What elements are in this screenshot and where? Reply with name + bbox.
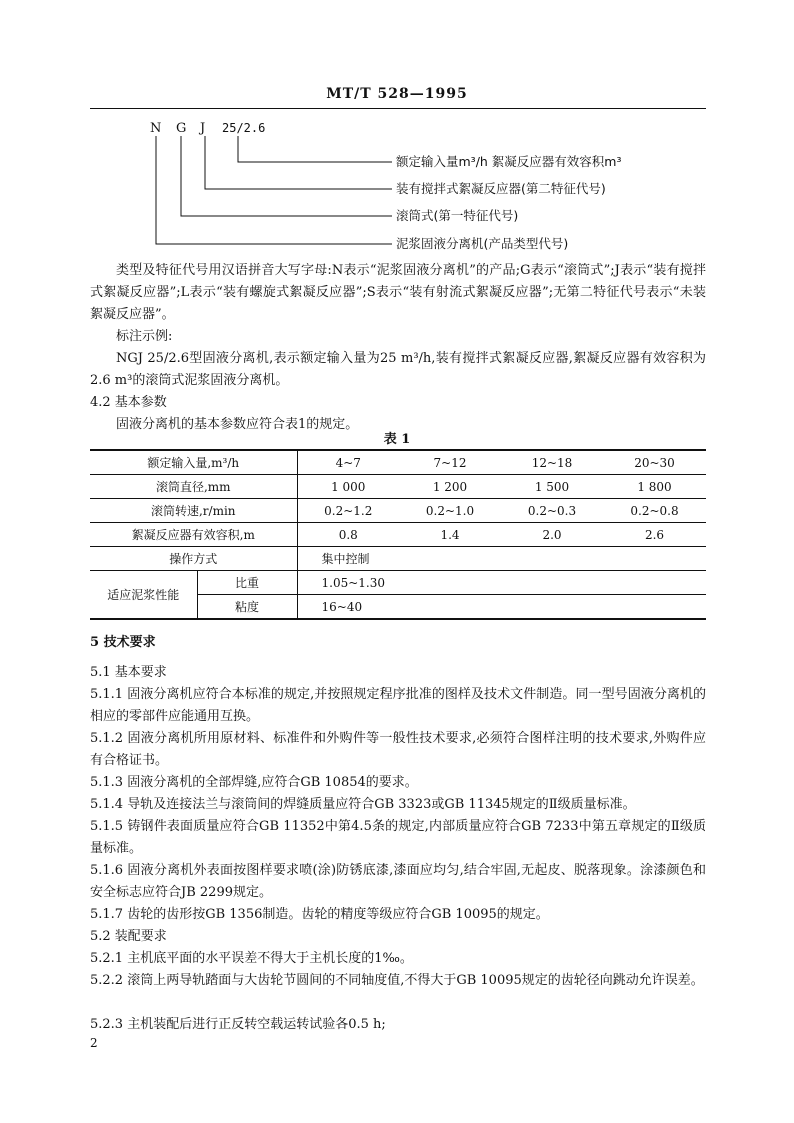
section-5-title: 5 技术要求: [90, 635, 156, 650]
diagram-label-capacity: 额定输入量m³/h 絮凝反应器有效容积m³: [396, 154, 622, 169]
table-cell: 集中控制: [297, 547, 706, 571]
leader-line-n: [156, 136, 392, 244]
table-cell: 1 800: [603, 475, 706, 499]
row-label: 操作方式: [90, 547, 297, 571]
table-cell: 0.2~1.2: [297, 499, 399, 523]
code-letter-n: N: [150, 121, 162, 136]
model-code-diagram: [0, 0, 794, 270]
code-number: 25/2.6: [222, 121, 266, 135]
clause-5-2-2: 5.2.2 滚筒上两导轨踏面与大齿轮节圆间的不同轴度值,不得大于GB 10095规定的齿轮径向跳动允许误差。: [90, 973, 704, 988]
clause-5-1-1: 5.1.1 固液分离机应符合本标准的规定,并按照规定程序批准的图样及技术文件制造。同一型号固液分离机的相应的零部件应能通用互换。: [90, 687, 706, 724]
parameters-table: [90, 449, 706, 620]
clause-5-1-3: 5.1.3 固液分离机的全部焊缝,应符合GB 10854的要求。: [90, 775, 418, 790]
leader-line-g: [181, 136, 392, 216]
row-label: 额定输入量,m³/h: [90, 450, 297, 475]
table-cell: 2.0: [501, 523, 603, 547]
page-header: MT/T 528—1995: [326, 86, 468, 102]
leader-line-number: [238, 136, 392, 162]
example-title: 标注示例:: [116, 329, 173, 344]
row-label: 滚筒转速,r/min: [90, 499, 297, 523]
table-row: [90, 523, 706, 547]
sub-label: 粘度: [197, 595, 297, 620]
table-cell: 0.2~0.8: [603, 499, 706, 523]
row-label: 滚筒直径,mm: [90, 475, 297, 499]
table-cell: 1.4: [399, 523, 501, 547]
section-4-2-text: 固液分离机的基本参数应符合表1的规定。: [116, 417, 359, 432]
diagram-label-reactor: 装有搅拌式絮凝反应器(第二特征代号): [396, 181, 606, 196]
table-cell: 4~7: [297, 450, 399, 475]
table-caption: 表 1: [383, 432, 411, 447]
clause-5-2-3: 5.2.3 主机装配后进行正反转空载运转试验各0.5 h;: [90, 1017, 386, 1032]
table-cell: 0.8: [297, 523, 399, 547]
table-cell: 1 500: [501, 475, 603, 499]
table-cell: 1 000: [297, 475, 399, 499]
section-5-2-title: 5.2 装配要求: [90, 929, 167, 944]
row-label: 适应泥浆性能: [90, 571, 197, 620]
table-cell: 1.05~1.30: [297, 571, 706, 595]
diagram-label-drum: 滚筒式(第一特征代号): [396, 208, 519, 223]
example-text: NGJ 25/2.6型固液分离机,表示额定输入量为25 m³/h,装有搅拌式絮凝反应器,絮凝反应器有效容积为2.6 m³的滚筒式泥浆固液分离机。: [90, 351, 707, 388]
clause-5-2-1: 5.2.1 主机底平面的水平误差不得大于主机长度的1‰。: [90, 951, 413, 966]
clause-5-1-4: 5.1.4 导轨及连接法兰与滚筒间的焊缝质量应符合GB 3323或GB 11345规定的Ⅱ级质量标准。: [90, 797, 636, 812]
table-row: [90, 450, 706, 475]
diagram-label-product: 泥浆固液分离机(产品类型代号): [396, 236, 569, 251]
clause-5-1-5: 5.1.5 铸钢件表面质量应符合GB 11352中第4.5条的规定,内部质量应符合GB 7233中第五章规定的Ⅱ级质量标准。: [90, 819, 706, 856]
section-4-2-title: 4.2 基本参数: [90, 395, 167, 410]
table-cell: 1 200: [399, 475, 501, 499]
table-row: [90, 547, 706, 571]
table-cell: 0.2~0.3: [501, 499, 603, 523]
table-row: [90, 571, 706, 595]
page-number: 2: [90, 1036, 98, 1050]
table-cell: 16~40: [297, 595, 706, 620]
table-cell: 0.2~1.0: [399, 499, 501, 523]
code-letter-j: J: [200, 121, 206, 136]
code-explanation: 类型及特征代号用汉语拼音大写字母:N表示“泥浆固液分离机”的产品;G表示“滚筒式”;J表示“装有搅拌式絮凝反应器”;L表示“装有螺旋式絮凝反应器”;S表示“装有射流式絮凝反应器”;无第二特征代号表示“未装絮凝反应器”。: [90, 263, 706, 322]
code-letter-g: G: [176, 121, 187, 136]
table-row: [90, 475, 706, 499]
table-cell: 20~30: [603, 450, 706, 475]
row-label: 絮凝反应器有效容积,m: [90, 523, 297, 547]
table-cell: 2.6: [603, 523, 706, 547]
table-cell: 12~18: [501, 450, 603, 475]
section-5-1-title: 5.1 基本要求: [90, 665, 167, 680]
table-row: [90, 499, 706, 523]
table-cell: 7~12: [399, 450, 501, 475]
clause-5-1-7: 5.1.7 齿轮的齿形按GB 1356制造。齿轮的精度等级应符合GB 10095的规定。: [90, 907, 549, 922]
clause-5-1-6: 5.1.6 固液分离机外表面按图样要求喷(涂)防锈底漆,漆面应均匀,结合牢固,无起皮、脱落现象。涂漆颜色和安全标志应符合JB 2299规定。: [90, 863, 706, 900]
sub-label: 比重: [197, 571, 297, 595]
clause-5-1-2: 5.1.2 固液分离机所用原材料、标准件和外购件等一般性技术要求,必须符合图样注明的技术要求,外购件应有合格证书。: [90, 731, 706, 768]
